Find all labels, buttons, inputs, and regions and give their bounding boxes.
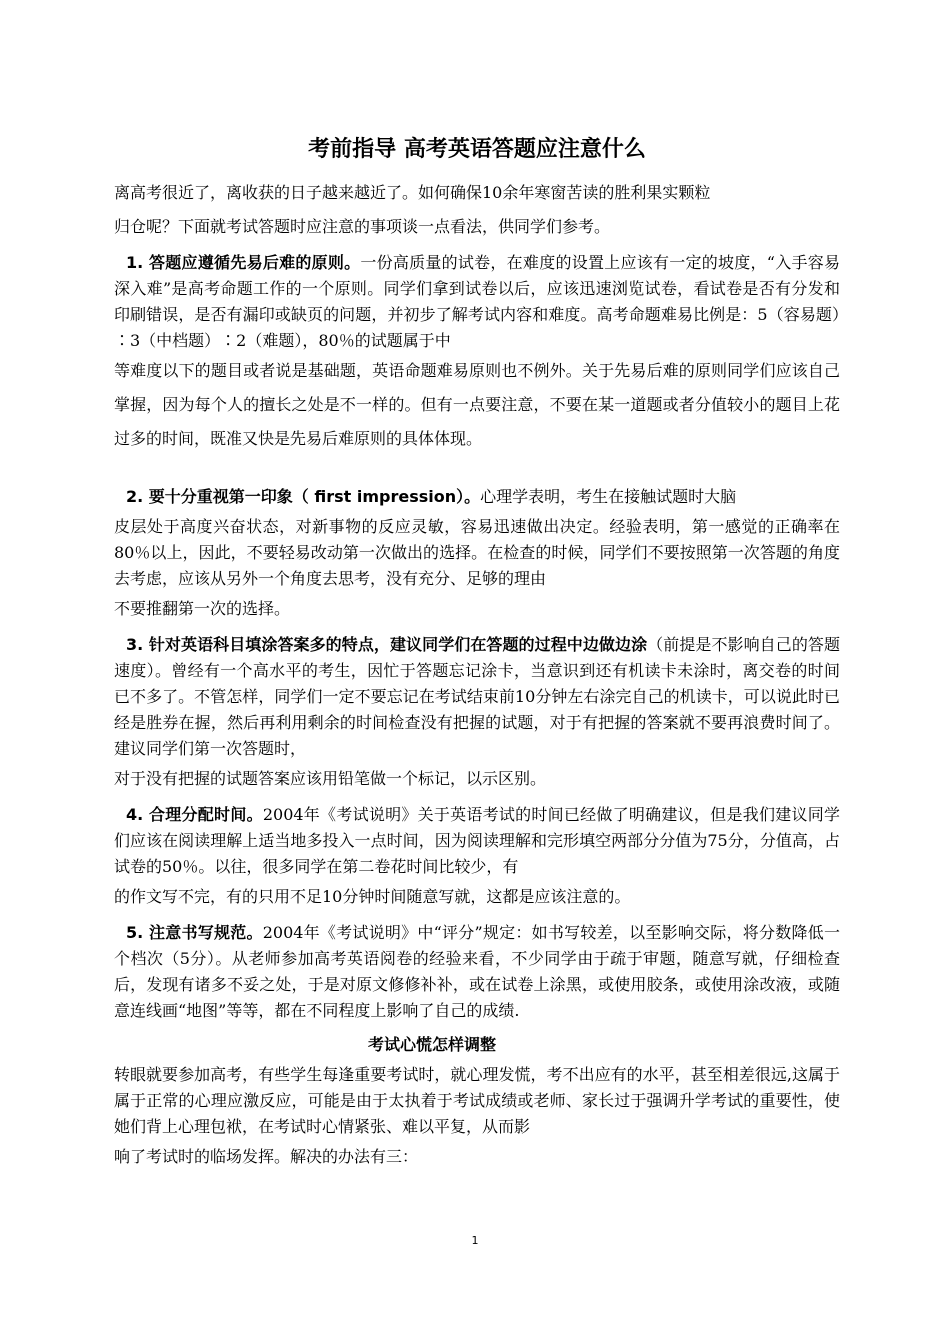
item-5-heading: 5. 注意书写规范。 <box>126 923 263 942</box>
item-1-paragraph <box>114 250 840 354</box>
section-2-text-b: 响了考试时的临场发挥。解决的办法有三： <box>114 1147 419 1166</box>
item-5-paragraph <box>114 920 840 1024</box>
item-3-paragraph <box>114 632 840 762</box>
intro-line-1: 离高考很近了，离收获的日子越来越近了。如何确保10余年寒窗苦读的胜利果实颗粒 <box>114 183 711 202</box>
section-2-text-a: 转眼就要参加高考，有些学生每逢重要考试时，就心理发慌，考不出应有的水平，甚至相差很远,这属于属于正常的心理应激反应，可能是由于太执着于考试成绩或老师、家长过于强调升学考试的重要性，使她们背上心理包袱，在考试时心情紧张、难以平复，从而影 <box>114 1065 840 1136</box>
document-body <box>114 132 840 1174</box>
item-4-text-a: 2004年《考试说明》关于英语考试的时间已经做了明确建议，但是我们建议同学们应该在阅读理解上适当地多投入一点时间，因为阅读理解和完形填空两部分分值为75分，分值高，占试卷的50％。以往，很多同学在第二卷花时间比较少，有 <box>114 805 840 876</box>
page-number: 1 <box>471 1234 479 1247</box>
item-4-text-b: 的作文写不完，有的只用不足10分钟时间随意写就，这都是应该注意的。 <box>114 887 631 906</box>
item-2-heading: 2. 要十分重视第一印象（ first impression）。 <box>126 487 481 506</box>
item-1-text-b: 等难度以下的题目或者说是基础题，英语命题难易原则也不例外。关于先易后难的原则同学们应该自己掌握，因为每个人的擅长之处是不一样的。但有一点要注意，不要在某一道题或者分值较小的题目上花过多的时间，既准又快是先易后难原则的具体体现。 <box>114 361 840 448</box>
page-title: 考前指导 高考英语答题应注意什么 <box>308 137 646 162</box>
item-2-text-a: 心理学表明，考生在接触试题时大脑 <box>480 487 737 506</box>
item-3-heading: 3. 针对英语科目填涂答案多的特点，建议同学们在答题的过程中边做边涂 <box>126 635 648 654</box>
item-3-text-a: （前提是不影响自己的答题速度）。曾经有一个高水平的考生，因忙于答题忘记涂卡，当意识到还有机读卡未涂时，离交卷的时间已不多了。不管怎样，同学们一定不要忘记在考试结束前10分钟左右涂完自己的机读卡，可以说此时已经是胜券在握，然后再利用剩余的时间检查没有把握的试题，对于有把握的答案就不要再浪费时间了。建议同学们第一次答题时， <box>114 635 840 758</box>
item-4-paragraph <box>114 802 840 880</box>
item-4-heading: 4. 合理分配时间。 <box>126 805 263 824</box>
item-2-text-b: 皮层处于高度兴奋状态，对新事物的反应灵敏，容易迅速做出决定。经验表明，第一感觉的正确率在80％以上，因此，不要轻易改动第一次做出的选择。在检查的时候，同学们不要按照第一次答题的角度去考虑，应该从另外一个角度去思考，没有充分、足够的理由 <box>114 517 840 588</box>
item-1-heading: 1. 答题应遵循先易后难的原则。 <box>126 253 361 272</box>
item-2-text-c: 不要推翻第一次的选择。 <box>114 599 291 618</box>
item-3-text-b: 对于没有把握的试题答案应该用铅笔做一个标记，以示区别。 <box>114 769 547 788</box>
item-2-paragraph <box>114 480 840 514</box>
item-5-text-a: 2004年《考试说明》中“评分”规定：如书写较差，以至影响交际，将分数降低一个档次（5分）。从老师参加高考英语阅卷的经验来看，不少同学由于疏于审题，随意写就，仔细检查后，发现有诸多不妥之处，于是对原文修修补补，或在试卷上涂黑，或使用胶条，或使用涂改液，或随意连线画“地图”等等，都在不同程度上影响了自己的成绩. <box>114 923 840 1020</box>
intro-line-2: 归仓呢？下面就考试答题时应注意的事项谈一点看法，供同学们参考。 <box>114 217 611 236</box>
section-2-title: 考试心慌怎样调整 <box>368 1035 497 1054</box>
item-1-text-a: 一份高质量的试卷，在难度的设置上应该有一定的坡度，“入手容易深入难”是高考命题工作的一个原则。同学们拿到试卷以后，应该迅速浏览试卷，看试卷是否有分发和印刷错误，是否有漏印或缺页的问题，并初步了解考试内容和难度。高考命题难易比例是：5（容易题）∶3（中档题）∶2（难题），80％的试题属于中 <box>114 253 840 350</box>
